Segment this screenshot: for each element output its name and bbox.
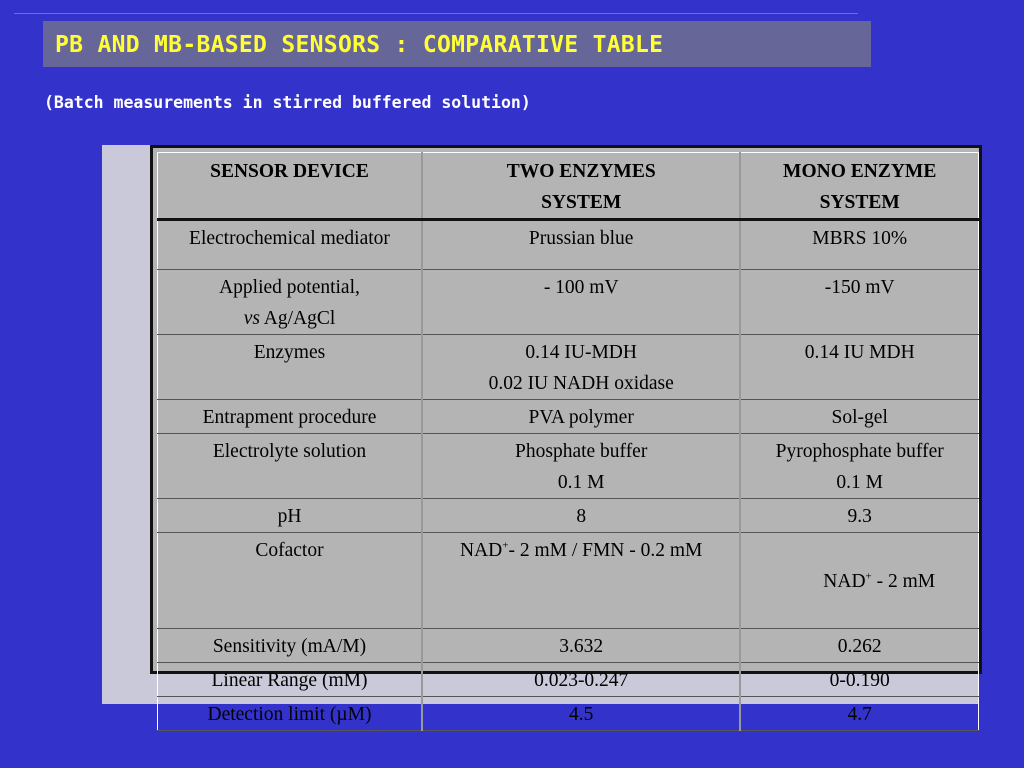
mono-enzyme-cell: 9.3 xyxy=(740,499,978,533)
mono-enzyme-cell: 0.14 IU MDH xyxy=(740,335,978,400)
table-row xyxy=(158,533,979,629)
mono-enzyme-cell: Sol-gel xyxy=(740,400,978,434)
cell-text: 0.02 IU NADH oxidase xyxy=(488,373,674,394)
row-label: Enzymes xyxy=(158,335,422,400)
table-row xyxy=(158,434,979,499)
two-enzyme-cell: 4.5 xyxy=(422,697,740,731)
header-sensor-device xyxy=(158,153,422,220)
top-divider xyxy=(14,13,858,14)
table-row xyxy=(158,697,979,731)
row-label xyxy=(158,270,422,335)
header-text: TWO ENZYMES xyxy=(506,161,656,182)
two-enzyme-cell: 3.632 xyxy=(422,629,740,663)
row-label: pH xyxy=(158,499,422,533)
header-two-enzymes xyxy=(422,153,740,220)
two-enzyme-cell: 0.023-0.247 xyxy=(422,663,740,697)
row-label: Linear Range (mM) xyxy=(158,663,422,697)
comparison-table xyxy=(157,152,979,731)
cell-text: Pyrophosphate buffer xyxy=(775,441,944,462)
two-enzyme-cell: PVA polymer xyxy=(422,400,740,434)
table-row xyxy=(158,270,979,335)
table-row xyxy=(158,220,979,270)
row-label: Entrapment procedure xyxy=(158,400,422,434)
two-enzyme-cell: 8 xyxy=(422,499,740,533)
two-enzyme-cell: Prussian blue xyxy=(422,220,740,270)
cell-text: 0.1 M xyxy=(836,472,883,493)
title-banner xyxy=(43,21,871,67)
mono-enzyme-cell xyxy=(740,533,978,629)
label-text: Ag/AgCl xyxy=(259,308,336,329)
cell-text: NAD xyxy=(823,571,866,592)
mono-enzyme-cell: 0.262 xyxy=(740,629,978,663)
cell-text: - 2 mM / FMN - 0.2 mM xyxy=(508,540,703,561)
table-row xyxy=(158,629,979,663)
mono-enzyme-cell: MBRS 10% xyxy=(740,220,978,270)
superscript: + xyxy=(865,570,872,583)
row-label: Detection limit (µM) xyxy=(158,697,422,731)
cell-text: Phosphate buffer xyxy=(515,441,648,462)
cell-text: NAD xyxy=(459,540,503,561)
superscript: + xyxy=(502,539,509,552)
mono-enzyme-cell: 4.7 xyxy=(740,697,978,731)
label-text: Applied potential, xyxy=(219,277,360,298)
cell-text: 0.1 M xyxy=(557,472,605,493)
table-row xyxy=(158,335,979,400)
mono-enzyme-cell xyxy=(740,434,978,499)
header-text: SYSTEM xyxy=(541,192,622,213)
row-label: Electrochemical mediator xyxy=(158,220,422,270)
cell-text: 0.14 IU-MDH xyxy=(525,342,637,363)
two-enzyme-cell xyxy=(422,434,740,499)
two-enzyme-cell: - 100 mV xyxy=(422,270,740,335)
table-row xyxy=(158,663,979,697)
table-row xyxy=(158,400,979,434)
comparison-table-frame xyxy=(150,145,982,725)
cell-text: - 2 mM xyxy=(871,571,936,592)
row-label: Sensitivity (mA/M) xyxy=(158,629,422,663)
two-enzyme-cell xyxy=(422,335,740,400)
header-text: SENSOR DEVICE xyxy=(210,161,369,182)
header-mono-enzyme xyxy=(740,153,978,220)
label-text: vs xyxy=(243,308,260,329)
header-text: MONO ENZYME xyxy=(783,161,937,182)
table-header-row xyxy=(158,153,979,220)
header-text: SYSTEM xyxy=(819,192,900,213)
slide-subtitle: (Batch measurements in stirred buffered solution) xyxy=(44,93,531,112)
row-label: Electrolyte solution xyxy=(158,434,422,499)
row-label: Cofactor xyxy=(158,533,422,629)
mono-enzyme-cell: 0-0.190 xyxy=(740,663,978,697)
mono-enzyme-cell: -150 mV xyxy=(740,270,978,335)
slide-title: PB AND MB-BASED SENSORS : COMPARATIVE TABLE xyxy=(55,32,664,58)
table-row xyxy=(158,499,979,533)
two-enzyme-cell xyxy=(422,533,740,629)
